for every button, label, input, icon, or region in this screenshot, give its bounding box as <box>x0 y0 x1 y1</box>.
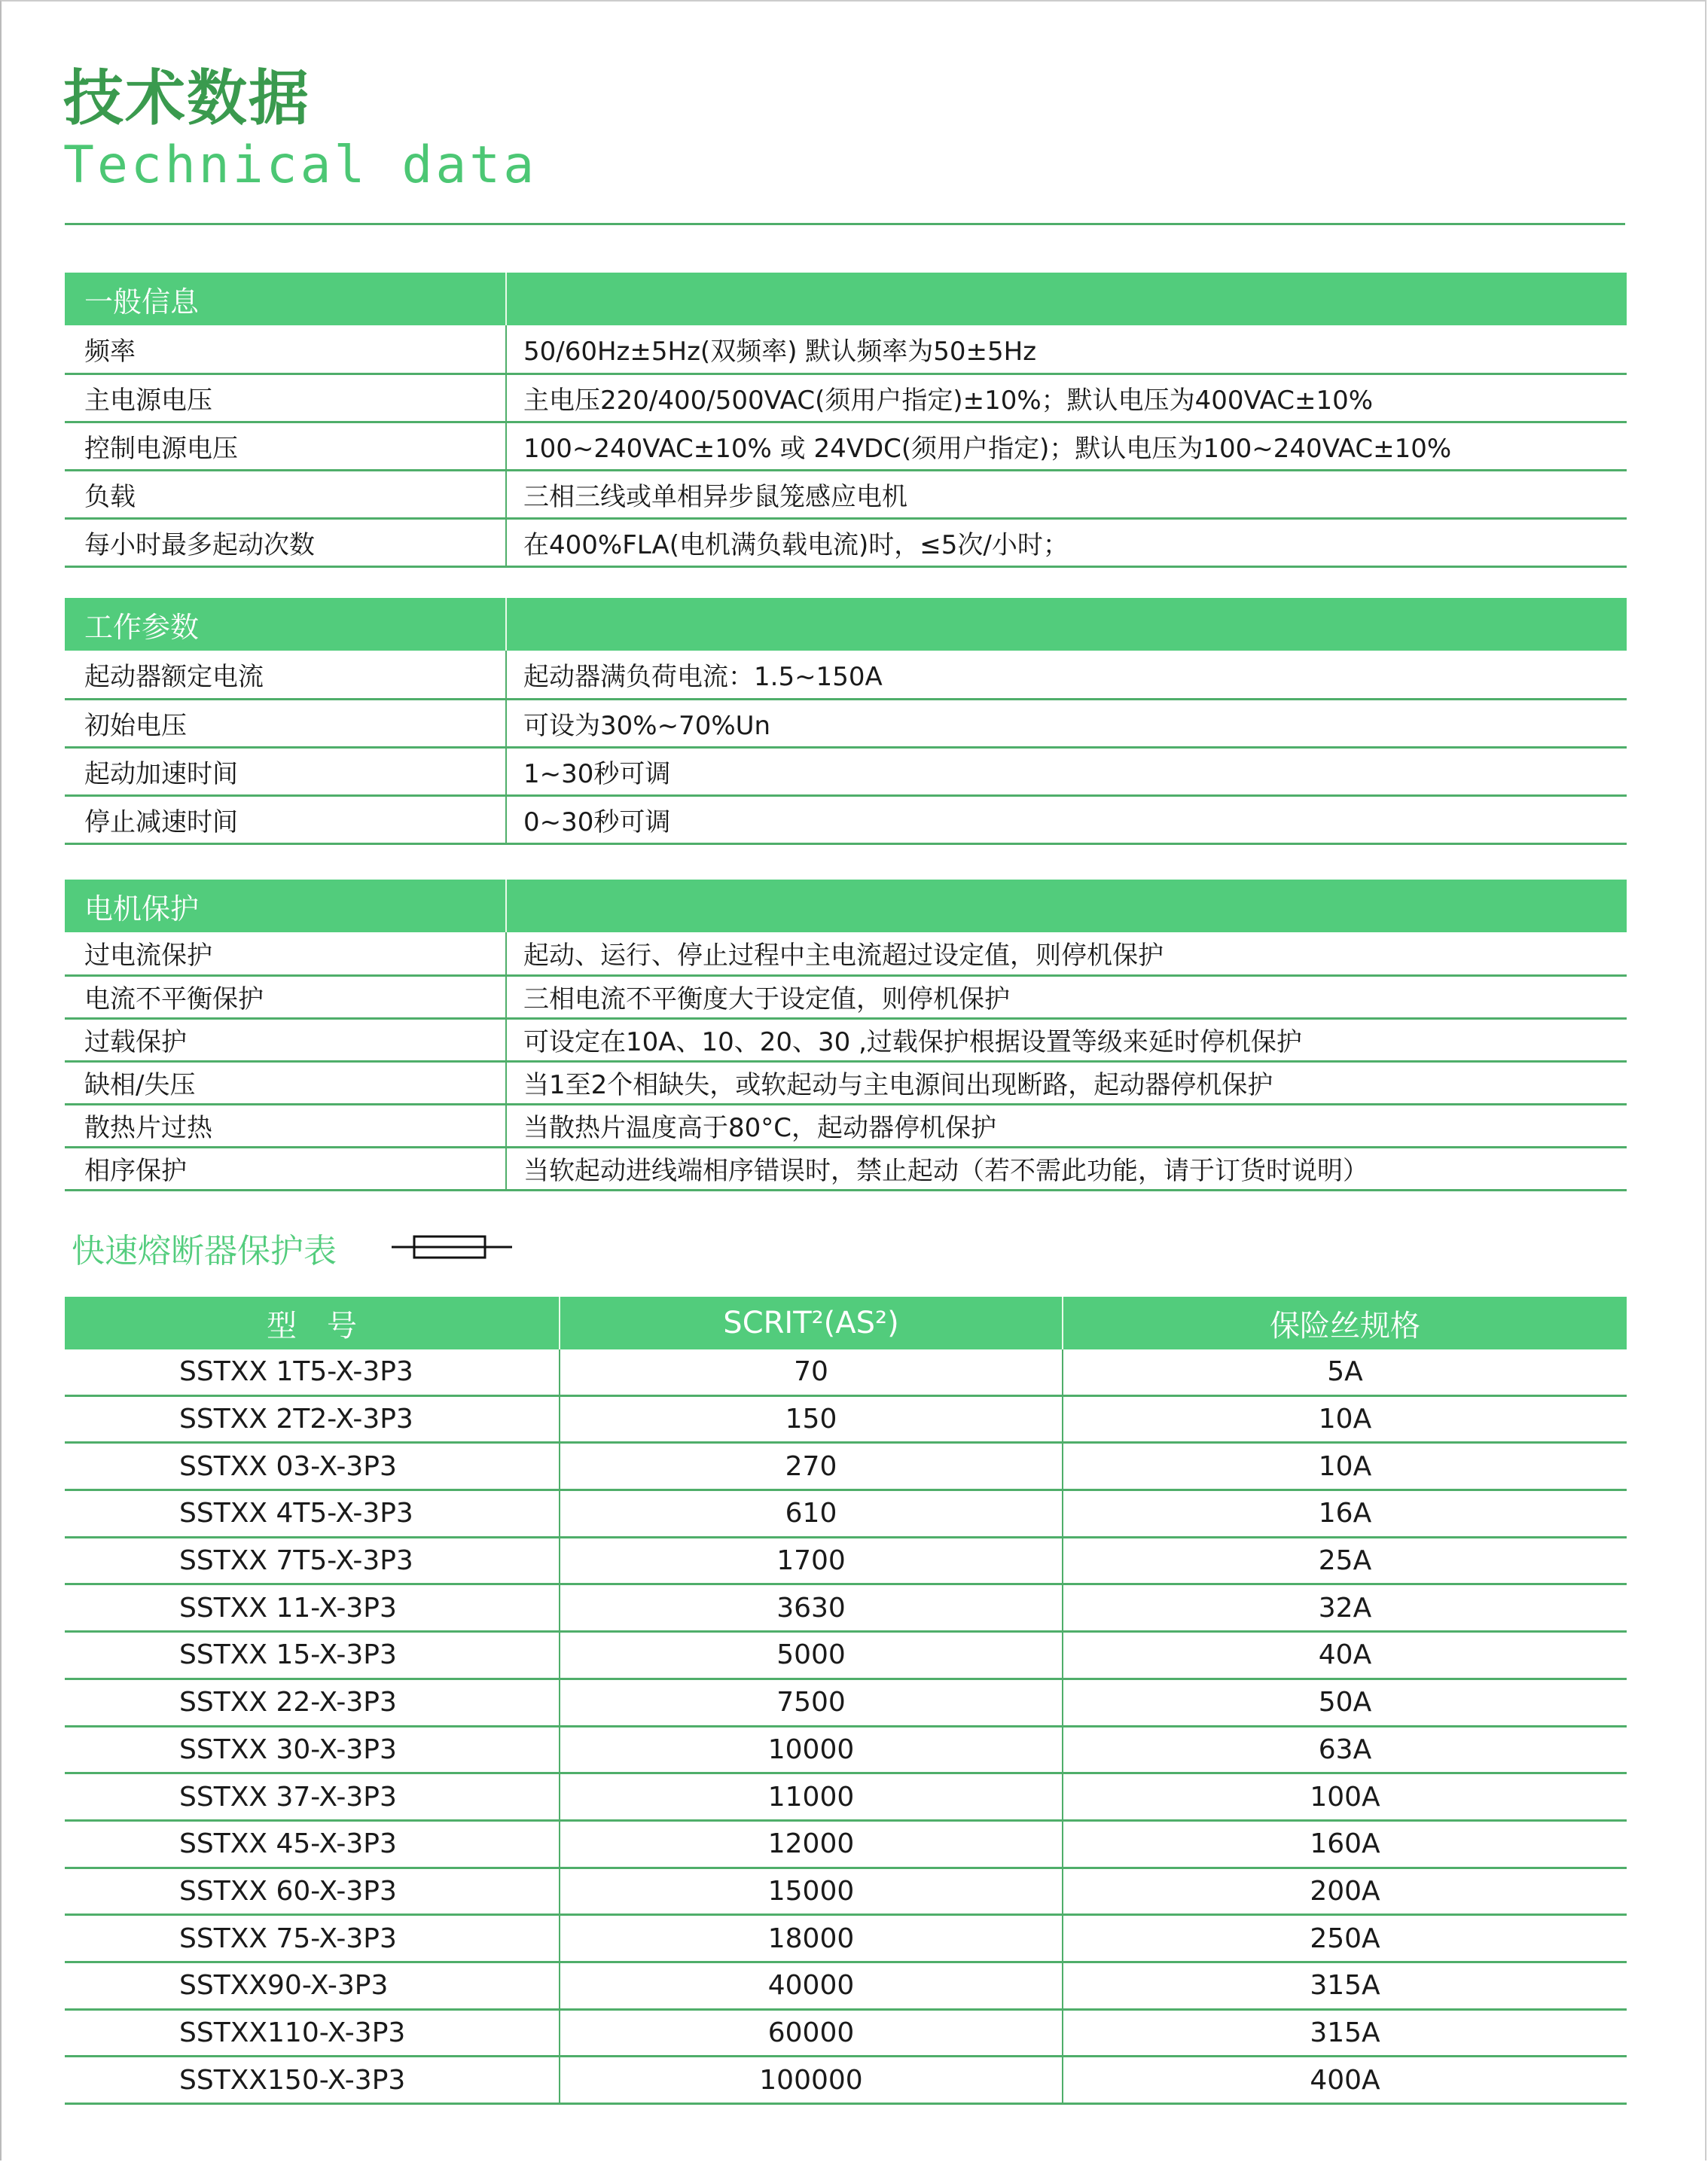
table-row <box>65 1349 1627 1395</box>
table-row <box>65 1490 1627 1538</box>
table-row <box>65 1018 1627 1061</box>
fuse-rating-cell: 10A <box>1063 1443 1627 1490</box>
table-row <box>65 1679 1627 1726</box>
section-title: 电机保护 <box>65 880 506 932</box>
i2t-cell: 60000 <box>560 2009 1063 2057</box>
motor-protection-table <box>65 880 1627 1191</box>
table-row <box>65 1584 1627 1632</box>
row-value: 当散热片温度高于80°C，起动器停机保护 <box>506 1104 1627 1147</box>
row-label: 主电源电压 <box>65 374 506 422</box>
page-title: 技术数据 <box>63 63 310 133</box>
table-row <box>65 374 1627 422</box>
row-value: 50/60Hz±5Hz(双频率) 默认频率为50±5Hz <box>506 325 1627 374</box>
row-value: 当1至2个相缺失，或软起动与主电源间出现断路，起动器停机保护 <box>506 1061 1627 1104</box>
model-cell: SSTXX110-X-3P3 <box>65 2009 560 2057</box>
model-cell: SSTXX 15-X-3P3 <box>65 1632 560 1679</box>
table-row <box>65 422 1627 470</box>
section-header <box>65 880 1627 932</box>
fuse-rating-cell: 160A <box>1063 1820 1627 1868</box>
fuse-rating-cell: 63A <box>1063 1726 1627 1773</box>
table-row <box>65 1147 1627 1190</box>
fuse-symbol-icon <box>392 1232 512 1262</box>
section-title: 工作参数 <box>65 598 506 651</box>
row-label: 散热片过热 <box>65 1104 506 1147</box>
i2t-cell: 3630 <box>560 1584 1063 1632</box>
row-label: 控制电源电压 <box>65 422 506 470</box>
i2t-cell: 12000 <box>560 1820 1063 1868</box>
row-value: 三相三线或单相异步鼠笼感应电机 <box>506 470 1627 518</box>
row-value: 0~30秒可调 <box>506 795 1627 843</box>
model-cell: SSTXX150-X-3P3 <box>65 2057 560 2104</box>
i2t-cell: 18000 <box>560 1915 1063 1962</box>
row-label: 频率 <box>65 325 506 374</box>
i2t-cell: 70 <box>560 1349 1063 1395</box>
table-row <box>65 975 1627 1018</box>
table-row <box>65 1868 1627 1915</box>
column-header: 保险丝规格 <box>1063 1297 1627 1349</box>
section-header-blank <box>506 880 1627 932</box>
row-label: 缺相/失压 <box>65 1061 506 1104</box>
row-value: 起动、运行、停止过程中主电流超过设定值，则停机保护 <box>506 932 1627 975</box>
model-cell: SSTXX 7T5-X-3P3 <box>65 1537 560 1584</box>
fuse-rating-cell: 10A <box>1063 1395 1627 1443</box>
row-value: 可设定在10A、10、20、30 ,过载保护根据设置等级来延时停机保护 <box>506 1018 1627 1061</box>
table-row <box>65 795 1627 843</box>
row-value: 起动器满负荷电流：1.5~150A <box>506 651 1627 699</box>
i2t-cell: 15000 <box>560 1868 1063 1915</box>
table-row <box>65 1915 1627 1962</box>
model-cell: SSTXX 75-X-3P3 <box>65 1915 560 1962</box>
row-label: 初始电压 <box>65 699 506 747</box>
table-row <box>65 2009 1627 2057</box>
table-row <box>65 1443 1627 1490</box>
row-value: 三相电流不平衡度大于设定值，则停机保护 <box>506 975 1627 1018</box>
fuse-rating-cell: 16A <box>1063 1490 1627 1538</box>
fuse-table-title: 快速熔断器保护表 <box>72 1232 337 1270</box>
table-row <box>65 518 1627 566</box>
i2t-cell: 270 <box>560 1443 1063 1490</box>
table-row <box>65 470 1627 518</box>
table-row <box>65 651 1627 699</box>
model-cell: SSTXX 11-X-3P3 <box>65 1584 560 1632</box>
table-row <box>65 2057 1627 2104</box>
column-header: 型 号 <box>65 1297 560 1349</box>
i2t-cell: 10000 <box>560 1726 1063 1773</box>
table-row <box>65 1773 1627 1821</box>
table-row <box>65 1395 1627 1443</box>
model-cell: SSTXX 45-X-3P3 <box>65 1820 560 1868</box>
fuse-protection-table <box>65 1297 1627 2105</box>
fuse-rating-cell: 250A <box>1063 1915 1627 1962</box>
model-cell: SSTXX 37-X-3P3 <box>65 1773 560 1821</box>
fuse-rating-cell: 200A <box>1063 1868 1627 1915</box>
section-header <box>65 598 1627 651</box>
table-row <box>65 747 1627 795</box>
model-cell: SSTXX 60-X-3P3 <box>65 1868 560 1915</box>
i2t-cell: 40000 <box>560 1962 1063 2009</box>
table-row <box>65 325 1627 374</box>
i2t-cell: 1700 <box>560 1537 1063 1584</box>
model-cell: SSTXX 03-X-3P3 <box>65 1443 560 1490</box>
table-row <box>65 1962 1627 2009</box>
table-row <box>65 1537 1627 1584</box>
row-value: 主电压220/400/500VAC(须用户指定)±10%；默认电压为400VAC±10% <box>506 374 1627 422</box>
row-label: 起动加速时间 <box>65 747 506 795</box>
row-label: 电流不平衡保护 <box>65 975 506 1018</box>
section-header <box>65 273 1627 325</box>
row-label: 过电流保护 <box>65 932 506 975</box>
table-row <box>65 932 1627 975</box>
table-row <box>65 1820 1627 1868</box>
model-cell: SSTXX 4T5-X-3P3 <box>65 1490 560 1538</box>
fuse-rating-cell: 25A <box>1063 1537 1627 1584</box>
table-row <box>65 1632 1627 1679</box>
fuse-rating-cell: 315A <box>1063 2009 1627 2057</box>
section-title: 一般信息 <box>65 273 506 325</box>
row-value: 可设为30%~70%Un <box>506 699 1627 747</box>
i2t-cell: 150 <box>560 1395 1063 1443</box>
row-label: 停止减速时间 <box>65 795 506 843</box>
row-value: 1~30秒可调 <box>506 747 1627 795</box>
row-label: 过载保护 <box>65 1018 506 1061</box>
row-label: 起动器额定电流 <box>65 651 506 699</box>
i2t-cell: 100000 <box>560 2057 1063 2104</box>
row-value: 100~240VAC±10% 或 24VDC(须用户指定)；默认电压为100~240VAC±10% <box>506 422 1627 470</box>
fuse-rating-cell: 100A <box>1063 1773 1627 1821</box>
operating-params-table <box>65 598 1627 845</box>
row-value: 当软起动进线端相序错误时，禁止起动（若不需此功能，请于订货时说明） <box>506 1147 1627 1190</box>
model-cell: SSTXX 30-X-3P3 <box>65 1726 560 1773</box>
row-label: 负载 <box>65 470 506 518</box>
table-row <box>65 1726 1627 1773</box>
fuse-rating-cell: 40A <box>1063 1632 1627 1679</box>
row-label: 每小时最多起动次数 <box>65 518 506 566</box>
model-cell: SSTXX 2T2-X-3P3 <box>65 1395 560 1443</box>
section-header-blank <box>506 598 1627 651</box>
table-row <box>65 1104 1627 1147</box>
general-info-table <box>65 273 1627 568</box>
model-cell: SSTXX 1T5-X-3P3 <box>65 1349 560 1395</box>
row-label: 相序保护 <box>65 1147 506 1190</box>
i2t-cell: 11000 <box>560 1773 1063 1821</box>
table-row <box>65 1061 1627 1104</box>
row-value: 在400%FLA(电机满负载电流)时，≤5次/小时； <box>506 518 1627 566</box>
table-row <box>65 699 1627 747</box>
fuse-rating-cell: 5A <box>1063 1349 1627 1395</box>
fuse-rating-cell: 315A <box>1063 1962 1627 2009</box>
model-cell: SSTXX90-X-3P3 <box>65 1962 560 2009</box>
fuse-rating-cell: 400A <box>1063 2057 1627 2104</box>
section-header-blank <box>506 273 1627 325</box>
i2t-cell: 610 <box>560 1490 1063 1538</box>
i2t-cell: 5000 <box>560 1632 1063 1679</box>
fuse-rating-cell: 50A <box>1063 1679 1627 1726</box>
model-cell: SSTXX 22-X-3P3 <box>65 1679 560 1726</box>
fuse-table-header <box>65 1297 1627 1349</box>
title-divider <box>65 223 1625 225</box>
column-header: SCRIT²(AS²) <box>560 1297 1063 1349</box>
fuse-rating-cell: 32A <box>1063 1584 1627 1632</box>
i2t-cell: 7500 <box>560 1679 1063 1726</box>
page-subtitle: Technical data <box>63 136 538 195</box>
